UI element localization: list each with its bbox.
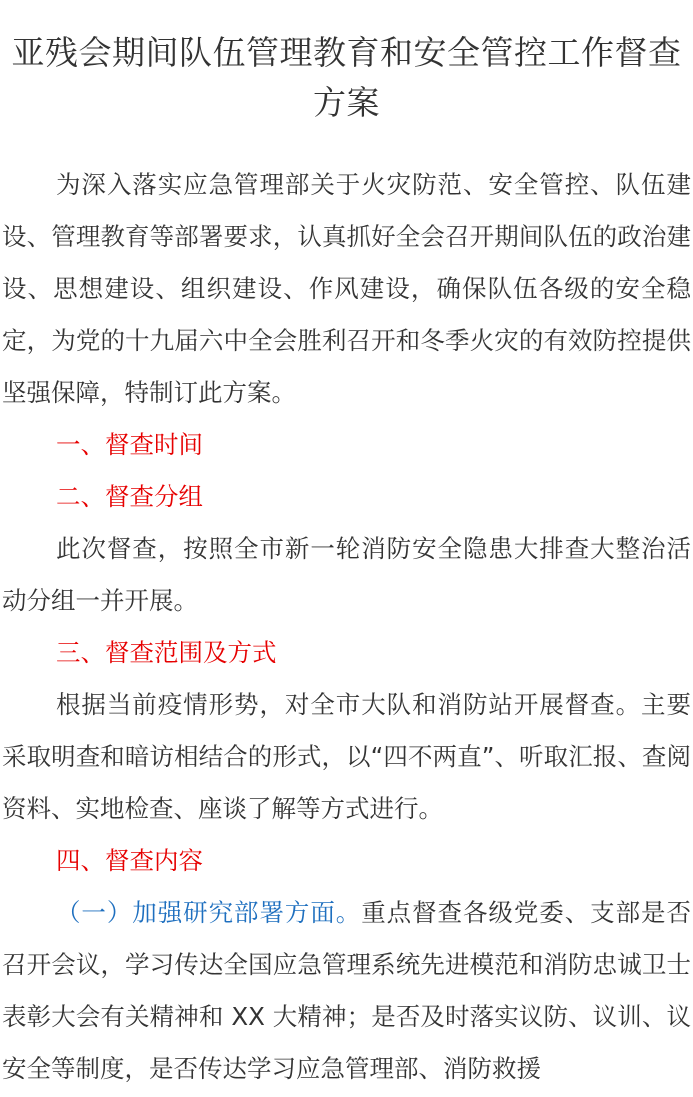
section-paragraph-content-1 <box>2 887 691 1095</box>
section-heading-content: 四、督查内容 <box>56 846 203 875</box>
section-heading-time: 一、督查时间 <box>56 430 203 459</box>
subsection-text-research: 重点督查各级党委、支部是否召开会议，学习传达全国应急管理系统先进模范和消防忠诚卫士表彰大会有关精神和 XX 大精神；是否及时落实议防、议训、议安全等制度，是否传达学习应急管理部、消防救援 <box>2 898 691 1083</box>
document-title: 亚残会期间队伍管理教育和安全管控工作督查方案 <box>11 33 682 122</box>
section-heading-grouping: 二、督查分组 <box>56 482 203 511</box>
intro-paragraph: 为深入落实应急管理部关于火灾防范、安全管控、队伍建设、管理教育等部署要求，认真抓好全会召开期间队伍的政治建设、思想建设、组织建设、作风建设，确保队伍各级的安全稳定，为党的十九届六中全会胜利召开和冬季火灾的有效防控提供坚强保障，特制订此方案。 <box>2 170 691 407</box>
section-paragraph-grouping: 此次督查，按照全市新一轮消防安全隐患大排查大整治活动分组一并开展。 <box>2 534 691 615</box>
subsection-heading-research: （一）加强研究部署方面。 <box>56 898 362 927</box>
section-heading-scope: 三、督查范围及方式 <box>56 638 277 667</box>
document-body <box>0 159 693 1095</box>
section-paragraph-scope: 根据当前疫情形势，对全市大队和消防站开展督查。主要采取明查和暗访相结合的形式，以“四不两直”、听取汇报、查阅资料、实地检查、座谈了解等方式进行。 <box>2 690 691 823</box>
